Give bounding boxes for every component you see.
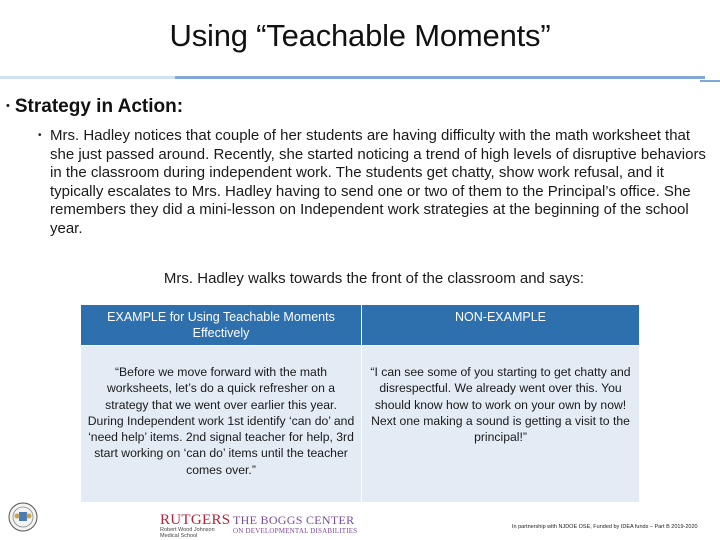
example-cell: “Before we move forward with the math worksheets, let’s do a quick refresher on a strategy that we went over earlier this year. During Independent work 1st identify ‘can do’ and ‘need help’ items. 2nd signal teacher for help, 3rd start working on ‘can do’ items until the teacher comes over.” bbox=[81, 346, 362, 503]
non-example-header: NON-EXAMPLE bbox=[362, 305, 640, 346]
scenario-text: Mrs. Hadley notices that couple of her students are having difficulty with the math worksheet that she just passed around. Recently, she started noticing a trend of high levels of disruptive behaviors in the classroom during independent work. The students get chatty, show work refusal, and it typically escalates to Mrs. Hadley having to send one or two of them to the Principal’s office. She remembers they did a mini-lesson on Independent work strategies at the beginning of the school year. bbox=[50, 127, 706, 237]
rutgers-subtitle: Robert Wood Johnson Medical School bbox=[160, 527, 215, 539]
intro-line: Mrs. Hadley walks towards the front of the classroom and says: bbox=[163, 270, 585, 287]
nj-seal-icon bbox=[8, 499, 38, 535]
title-rule-light bbox=[0, 76, 175, 79]
title-rule-dark bbox=[175, 76, 705, 79]
boggs-center-subtitle: ON DEVELOPMENTAL DISABILITIES bbox=[233, 527, 358, 535]
strategy-heading bbox=[6, 96, 183, 118]
title-rule-end bbox=[700, 80, 720, 82]
comparison-table bbox=[80, 304, 640, 503]
bullet-icon: • bbox=[38, 130, 42, 141]
scenario-bullet bbox=[38, 127, 710, 239]
table-row bbox=[81, 346, 640, 503]
strategy-heading-text: Strategy in Action: bbox=[14, 96, 184, 117]
rutgers-logo: RUTGERS bbox=[160, 512, 231, 528]
page-title: Using “Teachable Moments” bbox=[169, 18, 551, 53]
example-header: EXAMPLE for Using Teachable Moments Effectively bbox=[81, 305, 362, 346]
partnership-note: In partnership with NJDOE OSE, Funded by IDEA funds – Part B 2019-2020 bbox=[512, 524, 698, 530]
table-header-row bbox=[81, 305, 640, 346]
non-example-cell: “I can see some of you starting to get chatty and disrespectful. We already went over this. You should know how to work on your own by now! Next one making a sound is getting a visit to the principal!” bbox=[362, 346, 640, 503]
boggs-center-logo: THE BOGGS CENTER bbox=[233, 513, 355, 527]
bullet-icon: • bbox=[6, 100, 10, 112]
